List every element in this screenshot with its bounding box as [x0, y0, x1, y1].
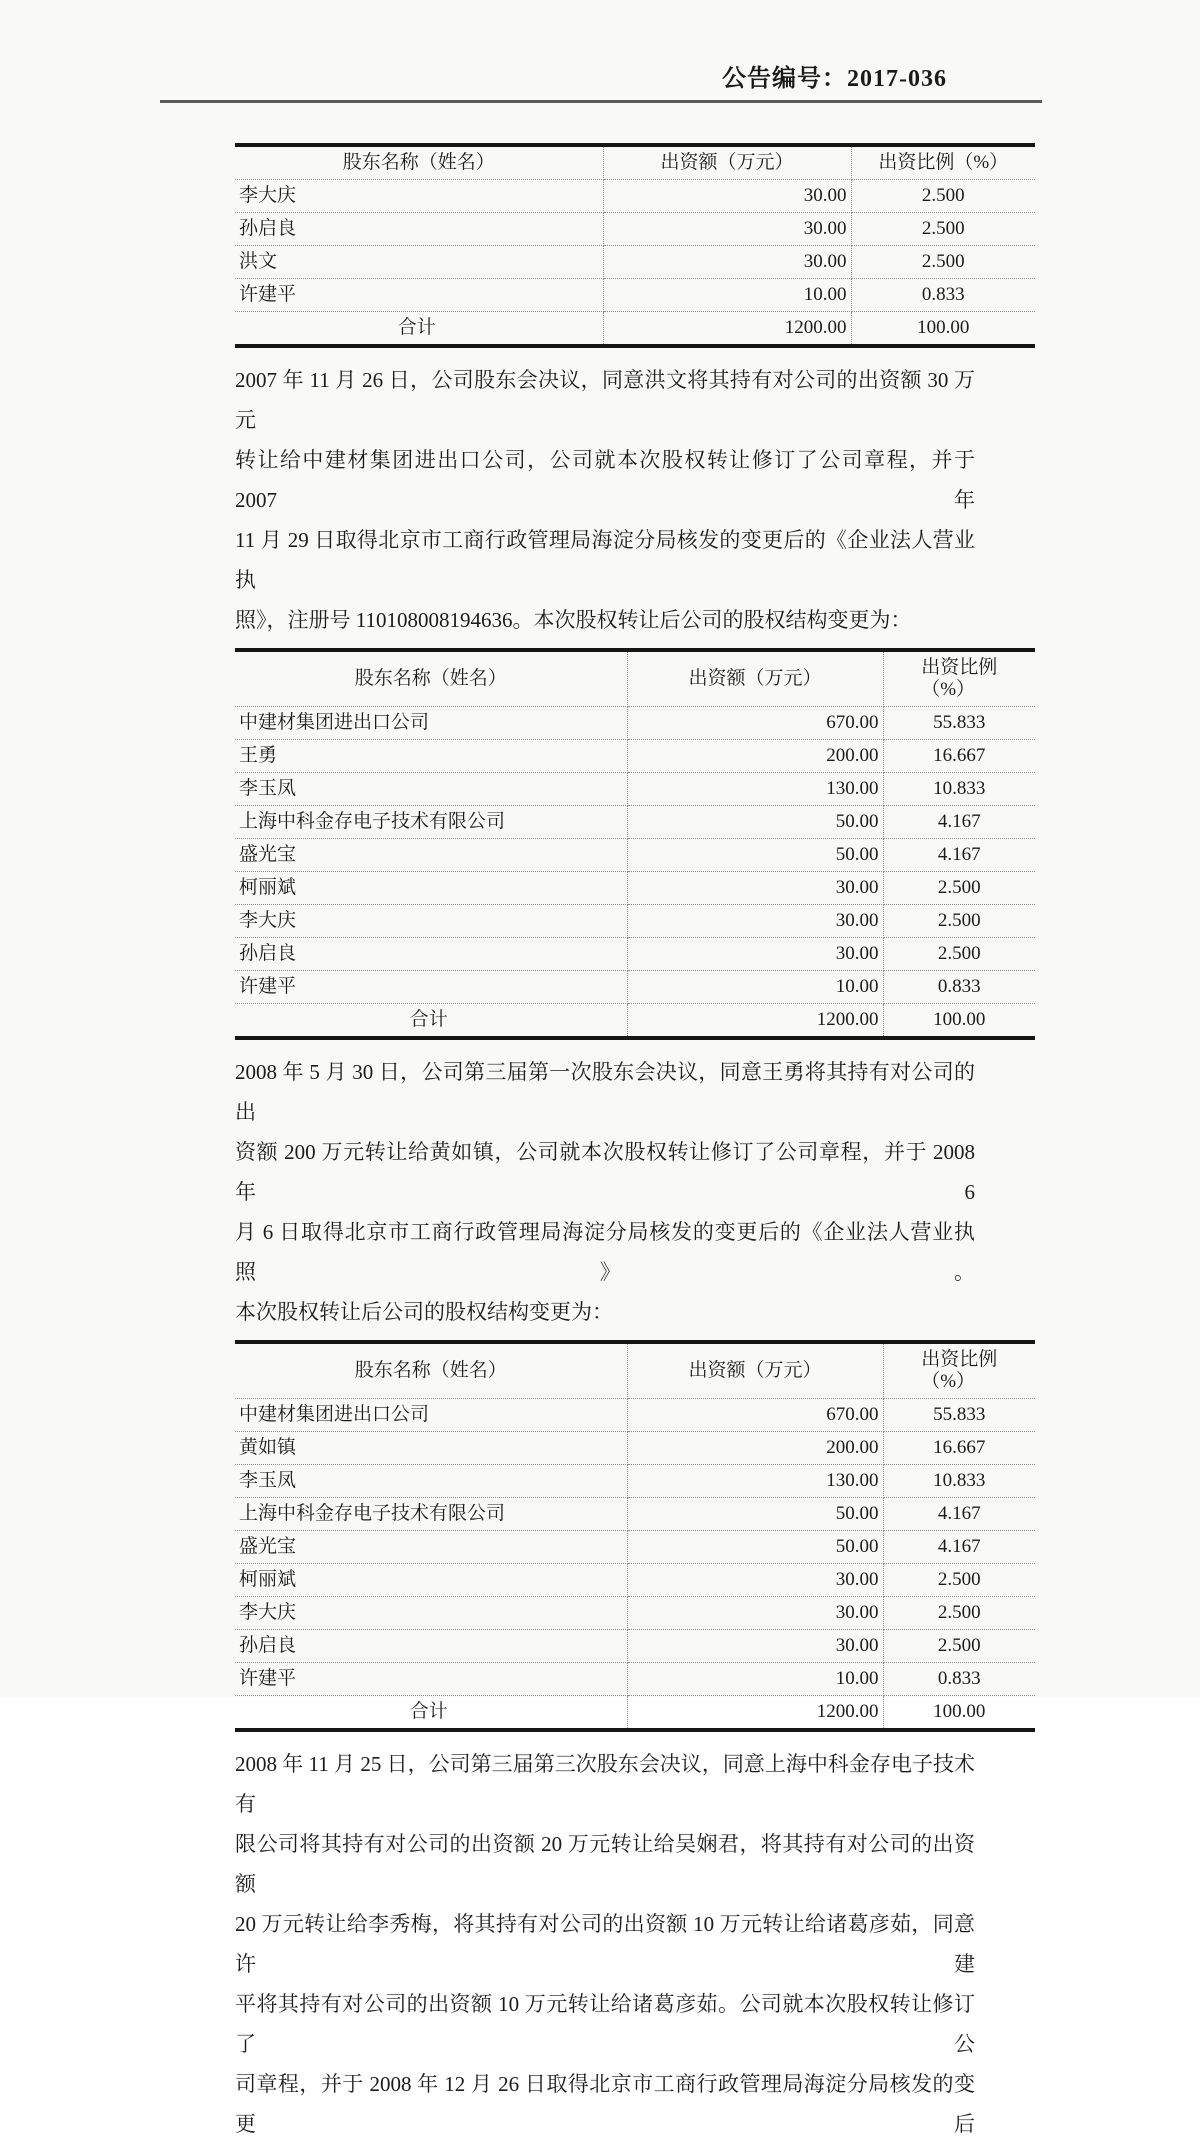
ratio-cell: 2.500: [883, 938, 1035, 971]
paragraph-line: 2007 年 11 月 26 日，公司股东会决议，同意洪文将其持有对公司的出资额 30 万元: [235, 368, 975, 432]
amount-cell: 30.00: [603, 213, 851, 246]
shareholder-name-cell: 李大庆: [235, 905, 627, 938]
table-row: [235, 1597, 1035, 1630]
ratio-cell: 10.833: [883, 1465, 1035, 1498]
amount-cell: 30.00: [627, 1597, 883, 1630]
amount-cell: 30.00: [627, 905, 883, 938]
table-row: [235, 740, 1035, 773]
shareholder-name-cell: 李玉凤: [235, 1465, 627, 1498]
amount-cell: 130.00: [627, 773, 883, 806]
paragraph-line: 20 万元转让给李秀梅，将其持有对公司的出资额 10 万元转让给诸葛彦茹，同意许建: [235, 1912, 975, 1976]
amount-cell: 30.00: [627, 938, 883, 971]
shareholder-name-cell: 上海中科金存电子技术有限公司: [235, 1498, 627, 1531]
shareholder-name-cell: 李大庆: [235, 180, 603, 213]
shareholder-name-cell: 李大庆: [235, 1597, 627, 1630]
total-row: [235, 312, 1035, 347]
shareholder-name-cell: 柯丽斌: [235, 1564, 627, 1597]
total-row: [235, 1696, 1035, 1731]
ratio-cell: 4.167: [883, 806, 1035, 839]
amount-cell: 200.00: [627, 740, 883, 773]
table-row: [235, 938, 1035, 971]
shareholder-name-cell: 许建平: [235, 1663, 627, 1696]
ratio-cell: 2.500: [883, 872, 1035, 905]
table-row: [235, 1432, 1035, 1465]
ratio-cell: 55.833: [883, 707, 1035, 740]
ratio-cell: 4.167: [883, 839, 1035, 872]
total-ratio-cell: 100.00: [933, 1701, 986, 1722]
paragraph-line: 限公司将其持有对公司的出资额 20 万元转让给吴娴君，将其持有对公司的出资额: [235, 1832, 975, 1896]
amount-cell: 10.00: [603, 279, 851, 312]
table-row: [235, 246, 1035, 279]
table-row: [235, 707, 1035, 740]
ratio-header: [883, 1342, 1035, 1399]
ratio-cell: 2.500: [883, 1597, 1035, 1630]
table-row: [235, 1663, 1035, 1696]
paragraph-2008-05-30: [235, 1052, 975, 1332]
table-row: [235, 1630, 1035, 1663]
shareholder-name-header: 股东名称（姓名）: [235, 145, 603, 180]
shareholder-name-cell: 盛光宝: [235, 839, 627, 872]
total-label-cell: 合计: [235, 1696, 627, 1731]
table-row: [235, 905, 1035, 938]
table-row: [235, 872, 1035, 905]
paragraph-line: 2008 年 11 月 25 日，公司第三届第三次股东会决议，同意上海中科金存电子技术有: [235, 1752, 975, 1816]
shareholder-name-cell: 孙启良: [235, 938, 627, 971]
total-ratio-cell: 100.00: [917, 317, 970, 338]
ratio-header-line2: （%）: [921, 679, 976, 700]
shareholder-name-cell: 许建平: [235, 971, 627, 1004]
total-amount-cell: 1200.00: [627, 1696, 883, 1731]
table-row: [235, 213, 1035, 246]
ratio-cell: 16.667: [883, 740, 1035, 773]
shareholder-table-2: [235, 648, 1035, 1040]
paragraph-line: 11 月 29 日取得北京市工商行政管理局海淀分局核发的变更后的《企业法人营业执: [235, 528, 975, 592]
amount-cell: 10.00: [627, 1663, 883, 1696]
table-header-row: [235, 1342, 1035, 1399]
shareholder-name-cell: 李玉凤: [235, 773, 627, 806]
amount-cell: 10.00: [627, 971, 883, 1004]
ratio-cell: 0.833: [883, 971, 1035, 1004]
ratio-cell: 0.833: [883, 1663, 1035, 1696]
ratio-cell: 10.833: [883, 773, 1035, 806]
shareholder-name-cell: 孙启良: [235, 1630, 627, 1663]
total-amount-cell: 1200.00: [627, 1004, 883, 1039]
ratio-header-line1: 出资比例: [921, 657, 998, 678]
paragraph-line: 平将其持有对公司的出资额 10 万元转让给诸葛彦茹。公司就本次股权转让修订了公: [235, 1992, 975, 2056]
shareholder-name-cell: 上海中科金存电子技术有限公司: [235, 806, 627, 839]
total-row: [235, 1004, 1035, 1039]
page-header-rule: [160, 58, 1042, 103]
ratio-cell: 55.833: [883, 1399, 1035, 1432]
paragraph-2007-11-26: [235, 360, 975, 640]
paragraph-line: 月 6 日取得北京市工商行政管理局海淀分局核发的变更后的《企业法人营业执照》。: [235, 1220, 975, 1284]
shareholder-name-header: 股东名称（姓名）: [235, 650, 627, 707]
ratio-cell: 2.500: [851, 213, 1035, 246]
amount-cell: 30.00: [627, 1564, 883, 1597]
amount-cell: 50.00: [627, 839, 883, 872]
table-row: [235, 180, 1035, 213]
ratio-cell: 16.667: [883, 1432, 1035, 1465]
paragraph-line: 2008 年 5 月 30 日，公司第三届第一次股东会决议，同意王勇将其持有对公司的出: [235, 1060, 975, 1124]
shareholder-name-cell: 盛光宝: [235, 1531, 627, 1564]
ratio-cell: 4.167: [883, 1531, 1035, 1564]
table-header-row: [235, 650, 1035, 707]
amount-header: 出资额（万元）: [603, 145, 851, 180]
ratio-cell: 2.500: [883, 905, 1035, 938]
amount-cell: 50.00: [627, 1531, 883, 1564]
document-content: [235, 143, 1035, 2152]
table-row: [235, 839, 1035, 872]
amount-cell: 30.00: [603, 180, 851, 213]
amount-header: 出资额（万元）: [627, 1342, 883, 1399]
shareholder-name-cell: 中建材集团进出口公司: [235, 707, 627, 740]
amount-cell: 200.00: [627, 1432, 883, 1465]
amount-cell: 130.00: [627, 1465, 883, 1498]
ratio-header-line2: （%）: [921, 1371, 976, 1392]
amount-cell: 670.00: [627, 707, 883, 740]
ratio-header-line1: 出资比例: [921, 1349, 998, 1370]
total-label-cell: 合计: [235, 1004, 627, 1039]
shareholder-name-cell: 黄如镇: [235, 1432, 627, 1465]
shareholder-name-header: 股东名称（姓名）: [235, 1342, 627, 1399]
shareholder-name-cell: 孙启良: [235, 213, 603, 246]
total-ratio-cell: 100.00: [933, 1009, 986, 1030]
amount-cell: 30.00: [627, 1630, 883, 1663]
paragraph-line: 转让给中建材集团进出口公司，公司就本次股权转让修订了公司章程，并于 2007 年: [235, 448, 975, 512]
paragraph-line: 司章程，并于 2008 年 12 月 26 日取得北京市工商行政管理局海淀分局核发的变更后: [235, 2072, 975, 2136]
amount-cell: 30.00: [627, 872, 883, 905]
amount-cell: 670.00: [627, 1399, 883, 1432]
table-header-row: [235, 145, 1035, 180]
table-row: [235, 279, 1035, 312]
ratio-cell: 2.500: [851, 246, 1035, 279]
paragraph-2008-11-25: [235, 1744, 975, 2144]
table-row: [235, 971, 1035, 1004]
table-row: [235, 773, 1035, 806]
table-row: [235, 1498, 1035, 1531]
paragraph-line: 照》，注册号 110108008194636。本次股权转让后公司的股权结构变更为：: [235, 608, 912, 632]
ratio-cell: 2.500: [883, 1630, 1035, 1663]
amount-header: 出资额（万元）: [627, 650, 883, 707]
amount-cell: 50.00: [627, 1498, 883, 1531]
ratio-cell: 2.500: [851, 180, 1035, 213]
shareholder-name-cell: 洪文: [235, 246, 603, 279]
announcement-number: 公告编号：2017-036: [722, 66, 947, 92]
shareholder-name-cell: 王勇: [235, 740, 627, 773]
total-amount-cell: 1200.00: [603, 312, 851, 347]
table-row: [235, 1399, 1035, 1432]
ratio-header-line1: 出资比例（%）: [878, 152, 1009, 173]
table-row: [235, 806, 1035, 839]
shareholder-table-1: [235, 143, 1035, 348]
shareholder-name-cell: 中建材集团进出口公司: [235, 1399, 627, 1432]
ratio-cell: 2.500: [883, 1564, 1035, 1597]
paragraph-line: 资额 200 万元转让给黄如镇，公司就本次股权转让修订了公司章程，并于 2008 年 6: [235, 1140, 975, 1204]
paragraph-line: 本次股权转让后公司的股权结构变更为：: [235, 1300, 613, 1324]
table-row: [235, 1465, 1035, 1498]
ratio-header: [883, 650, 1035, 707]
ratio-header: [851, 145, 1035, 180]
table-row: [235, 1564, 1035, 1597]
ratio-cell: 4.167: [883, 1498, 1035, 1531]
shareholder-name-cell: 许建平: [235, 279, 603, 312]
table-row: [235, 1531, 1035, 1564]
shareholder-table-3: [235, 1340, 1035, 1732]
total-label-cell: 合计: [235, 312, 603, 347]
ratio-cell: 0.833: [851, 279, 1035, 312]
amount-cell: 50.00: [627, 806, 883, 839]
shareholder-name-cell: 柯丽斌: [235, 872, 627, 905]
amount-cell: 30.00: [603, 246, 851, 279]
